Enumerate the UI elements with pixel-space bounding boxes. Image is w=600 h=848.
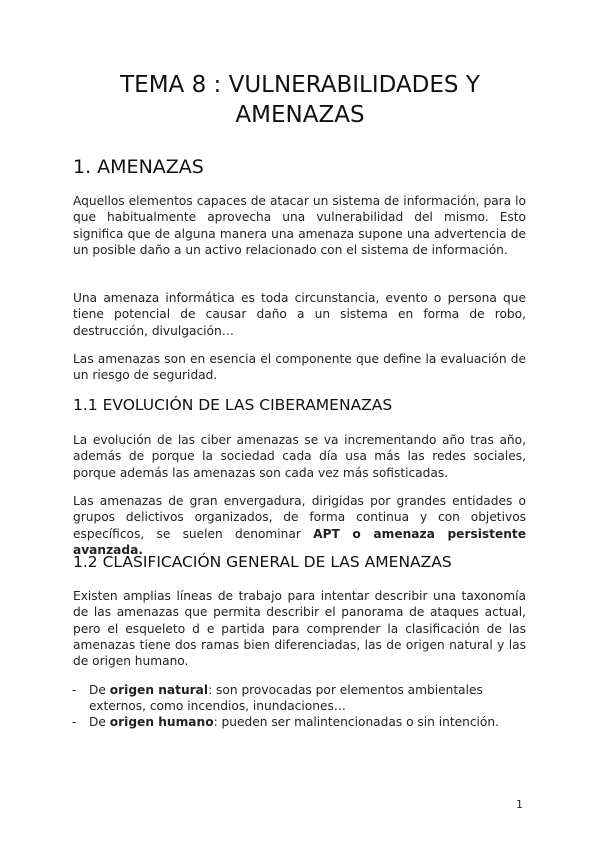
list-item	[72, 714, 526, 730]
bullet-dash: -	[72, 715, 77, 729]
bullet-term: origen natural	[109, 683, 209, 697]
bullet-text: : pueden ser malintencionadas o sin intención.	[213, 715, 499, 729]
section-heading-amenazas: 1. AMENAZAS	[73, 156, 204, 178]
paragraph: Aquellos elementos capaces de atacar un sistema de información, para lo que habitualmente aprovecha una vulnerabilidad del mismo. Esto significa que de alguna manera una amenaza supone una advertencia de un posible daño a un activo relacionado con el sistema de información.	[73, 194, 526, 257]
paragraph: Las amenazas son en esencia el componente que define la evaluación de un riesgo de seguridad.	[73, 352, 526, 383]
paragraph-text: Las amenazas de gran envergadura, dirigidas por grandes entidades o grupos delictivos organizados, de forma continua y con objetivos específicos, se suelen denominar	[73, 494, 526, 541]
document-title: TEMA 8 : VULNERABILIDADES Y AMENAZAS	[120, 72, 480, 128]
section-heading-evolucion: 1.1 EVOLUCIÓN DE LAS CIBERAMENAZAS	[73, 396, 393, 414]
bullet-dash: -	[72, 683, 77, 697]
paragraph: La evolución de las ciber amenazas se va incrementando año tras año, además de porque la sociedad cada día usa más las redes sociales, porque además las amenazas son cada vez más sofisticadas.	[73, 433, 526, 480]
paragraph	[73, 493, 526, 558]
bullet-prefix: De	[89, 715, 110, 729]
bullet-text: : son provocadas por elementos ambientales externos, como incendios, inundaciones…	[89, 683, 483, 714]
paragraph: Existen amplias líneas de trabajo para intentar describir una taxonomía de las amenazas que permita describir el panorama de ataques actual, pero el esqueleto d e partida para comprender la clasificación de las amenazas tiene dos ramas bien diferenciadas, las de origen natural y las de origen humano.	[73, 589, 526, 669]
paragraph: Una amenaza informática es toda circunstancia, evento o persona que tiene potencial de causar daño a un sistema en forma de robo, destrucción, divulgación…	[73, 291, 526, 338]
bullet-prefix: De	[89, 683, 110, 697]
list-item	[72, 682, 526, 715]
section-heading-clasificacion: 1.2 CLASIFICACIÓN GENERAL DE LAS AMENAZAS	[73, 553, 452, 571]
page-number: 1	[516, 798, 523, 811]
apt-term: APT o amenaza persistente avanzada.	[73, 526, 526, 557]
bullet-term: origen humano	[109, 715, 214, 729]
